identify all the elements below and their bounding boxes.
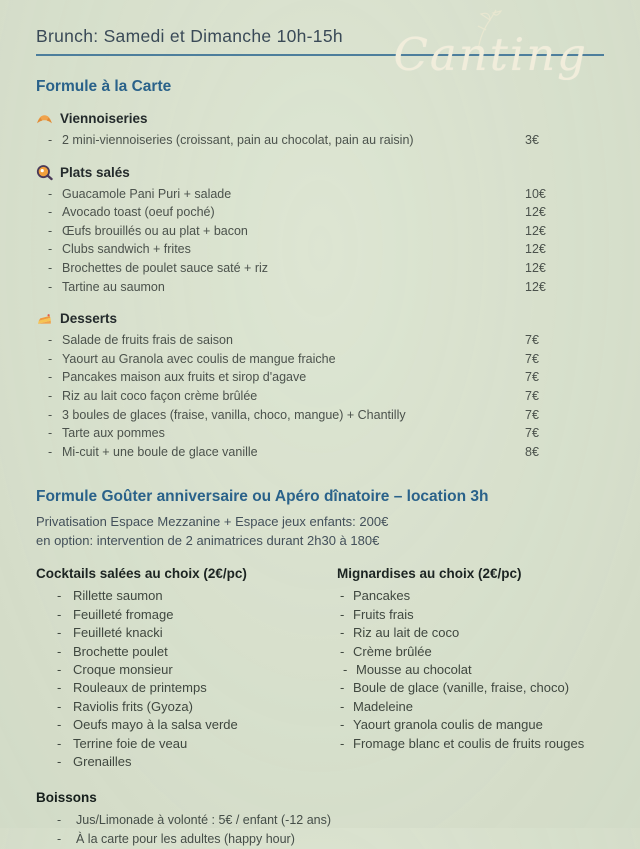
bullet-dash <box>340 698 353 716</box>
sprig-decoration-icon <box>450 0 506 57</box>
list-item-label: Feuilleté knacki <box>73 625 163 641</box>
menu-item-label: Yaourt au Granola avec coulis de mangue fraiche <box>62 351 336 366</box>
bullet-dash <box>48 240 62 259</box>
group-name: Viennoiseries <box>60 111 148 126</box>
bullet-dash <box>48 368 62 387</box>
list-item <box>36 716 337 734</box>
menu-item-label: Tartine au saumon <box>62 279 165 294</box>
menu-item-row <box>36 240 604 259</box>
list-item <box>337 698 604 716</box>
bullet-dash <box>340 606 353 624</box>
bullet-dash <box>48 185 62 204</box>
list-item-label: Fromage blanc et coulis de fruits rouges <box>353 735 585 751</box>
list-item <box>36 587 337 605</box>
bullet-dash <box>48 406 62 425</box>
group-heading <box>36 164 604 182</box>
bullet-dash <box>48 278 62 297</box>
bullet-dash <box>57 735 73 753</box>
brand-logo: Canting <box>393 28 588 81</box>
bullet-dash <box>340 643 353 661</box>
menu-item-price: 12€ <box>525 279 546 294</box>
menu-item-price: 7€ <box>525 426 539 441</box>
bullet-dash <box>48 203 62 222</box>
boissons-list <box>36 811 604 849</box>
menu-item-label: Œufs brouillés ou au plat + bacon <box>62 223 248 238</box>
menu-item-label: Tarte aux pommes <box>62 426 165 441</box>
menu-item-label: Guacamole Pani Puri + salade <box>62 186 232 201</box>
list-item <box>337 643 604 661</box>
list-item-label: Madeleine <box>353 698 413 714</box>
list-item <box>36 698 337 716</box>
bullet-dash <box>48 131 62 150</box>
group-heading <box>36 310 604 328</box>
mignardises-heading: Mignardises au choix (2€/pc) <box>337 566 522 582</box>
bullet-dash <box>48 387 62 406</box>
menu-item-label: Avocado toast (oeuf poché) <box>62 205 215 220</box>
list-item <box>36 830 604 849</box>
bullet-dash <box>340 624 353 642</box>
mignardises-list <box>337 587 604 753</box>
list-item-label: Croque monsieur <box>73 661 173 677</box>
cocktails-heading: Cocktails salées au choix (2€/pc) <box>36 566 247 582</box>
menu-item-row <box>36 259 604 278</box>
cocktails-column <box>36 565 337 771</box>
boissons-heading: Boissons <box>36 790 97 806</box>
croissant-icon <box>36 111 53 128</box>
list-item-label: Crème brûlée <box>353 643 432 659</box>
list-item-label: À la carte pour les adultes (happy hour) <box>76 832 295 847</box>
list-item-label: Feuilleté fromage <box>73 606 174 622</box>
list-item <box>337 624 604 642</box>
bullet-dash <box>340 587 353 605</box>
list-item <box>36 753 337 771</box>
bullet-dash <box>343 661 356 679</box>
list-item-label: Oeufs mayo à la salsa verde <box>73 717 238 733</box>
section-title-a-la-carte: Formule à la Carte <box>36 78 172 95</box>
menu-item-label: Salade de fruits frais de saison <box>62 333 233 348</box>
menu-item-price: 7€ <box>525 370 539 385</box>
menu-item-label: Mi-cuit + une boule de glace vanille <box>62 444 258 459</box>
section-title-gouter: Formule Goûter anniversaire ou Apéro dînatoire – location 3h <box>36 488 489 506</box>
list-item <box>36 679 337 697</box>
bullet-dash <box>340 679 353 697</box>
mignardises-column <box>337 565 604 771</box>
header <box>36 26 604 81</box>
menu-item-row <box>36 443 604 462</box>
menu-item-label: Riz au lait coco façon crème brûlée <box>62 388 258 403</box>
bullet-dash <box>57 716 73 734</box>
list-item-label: Rillette saumon <box>73 588 163 604</box>
group-name: Plats salés <box>60 164 130 180</box>
list-item-label: Grenailles <box>73 753 132 769</box>
list-item <box>36 624 337 642</box>
bullet-dash <box>57 643 73 661</box>
list-item <box>36 643 337 661</box>
list-item <box>36 606 337 624</box>
menu-item-price: 3€ <box>525 133 539 147</box>
menu-item-price: 12€ <box>525 260 546 275</box>
menu-item-price: 12€ <box>525 223 546 238</box>
list-item <box>337 606 604 624</box>
list-item-label: Terrine foie de veau <box>73 735 188 751</box>
list-item-label: Mousse au chocolat <box>356 661 472 677</box>
list-item-label: Brochette poulet <box>73 643 168 659</box>
bullet-dash <box>57 679 73 697</box>
list-item <box>337 679 604 697</box>
bullet-dash <box>48 331 62 350</box>
menu-item-label: 2 mini-viennoiseries (croissant, pain au chocolat, pain au raisin) <box>62 133 414 147</box>
menu-item-price: 8€ <box>525 444 539 459</box>
menu-item-row <box>36 387 604 406</box>
list-item-label: Rouleaux de printemps <box>73 680 207 696</box>
list-item-label: Fruits frais <box>353 606 414 622</box>
bullet-dash <box>57 624 73 642</box>
bullet-dash <box>57 661 73 679</box>
page-title: Brunch: Samedi et Dimanche 10h-15h <box>36 26 343 46</box>
list-item <box>36 735 337 753</box>
list-item <box>337 735 604 753</box>
menu-list <box>36 131 604 150</box>
menu-item-label: Pancakes maison aux fruits et sirop d'agave <box>62 370 307 385</box>
menu-item-row <box>36 368 604 387</box>
gouter-option-line: en option: intervention de 2 animatrices durant 2h30 à 180€ <box>36 532 380 548</box>
menu-item-row <box>36 278 604 297</box>
cake-slice-icon <box>36 311 53 328</box>
menu-item-price: 12€ <box>525 242 546 257</box>
bullet-dash <box>48 259 62 278</box>
menu-item-price: 7€ <box>525 351 539 366</box>
menu-item-row <box>36 203 604 222</box>
menu-item-price: 7€ <box>525 333 539 348</box>
menu-item-row <box>36 350 604 369</box>
list-item <box>36 661 337 679</box>
menu-list <box>36 185 604 297</box>
bullet-dash <box>57 753 73 771</box>
list-item-label: Jus/Limonade à volonté : 5€ / enfant (-12 ans) <box>76 813 332 828</box>
menu-item-row <box>36 406 604 425</box>
group-plats-sales <box>36 164 604 297</box>
list-item-label: Boule de glace (vanille, fraise, choco) <box>353 680 570 696</box>
menu-item-price: 7€ <box>525 388 539 403</box>
list-item <box>337 716 604 734</box>
menu-item-label: 3 boules de glaces (fraise, vanilla, choco, mangue) + Chantilly <box>62 407 406 422</box>
list-item-label: Yaourt granola coulis de mangue <box>353 717 543 733</box>
bullet-dash <box>48 350 62 369</box>
menu-item-price: 12€ <box>525 205 546 220</box>
list-item-label: Riz au lait de coco <box>353 625 460 641</box>
bullet-dash <box>57 698 73 716</box>
group-desserts <box>36 310 604 461</box>
frying-pan-icon <box>36 164 53 181</box>
menu-item-row <box>36 424 604 443</box>
list-item <box>337 587 604 605</box>
menu-item-row <box>36 331 604 350</box>
bullet-dash <box>48 443 62 462</box>
bullet-dash <box>340 716 353 734</box>
header-divider <box>36 54 604 56</box>
bullet-dash <box>48 424 62 443</box>
bullet-dash <box>48 222 62 241</box>
bullet-dash <box>340 735 353 753</box>
menu-list <box>36 331 604 461</box>
bullet-dash <box>57 830 76 849</box>
gouter-privatisation-line: Privatisation Espace Mezzanine + Espace jeux enfants: 200€ <box>36 514 389 530</box>
menu-item-row <box>36 131 604 150</box>
menu-item-price: 7€ <box>525 407 539 422</box>
bullet-dash <box>57 606 73 624</box>
menu-item-row <box>36 185 604 204</box>
list-item-label: Raviolis frits (Gyoza) <box>73 698 193 714</box>
cocktails-list <box>36 587 337 771</box>
bullet-dash <box>57 587 73 605</box>
menu-item-price: 10€ <box>525 186 546 201</box>
list-item-label: Pancakes <box>353 588 411 604</box>
group-viennoiseries <box>36 110 604 150</box>
menu-item-row <box>36 222 604 241</box>
menu-item-label: Brochettes de poulet sauce saté + riz <box>62 260 269 275</box>
group-name: Desserts <box>60 311 118 327</box>
choice-columns <box>36 565 604 771</box>
list-item <box>337 661 604 679</box>
group-heading <box>36 110 604 128</box>
menu-item-label: Clubs sandwich + frites <box>62 242 191 257</box>
